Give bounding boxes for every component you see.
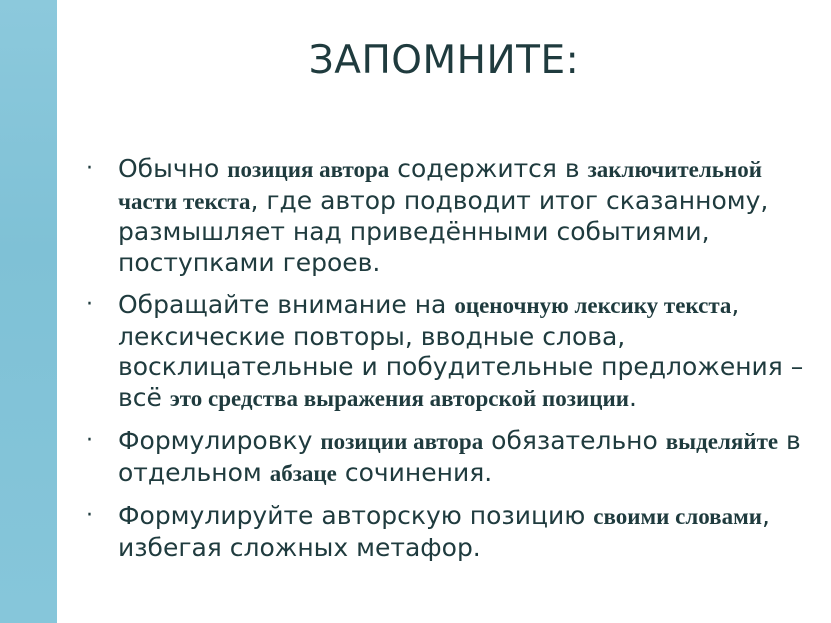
bullet-item	[83, 154, 818, 278]
bullet-emphasis: это средства выражения авторской позиции	[169, 385, 629, 411]
bullet-text-span: Обычно	[118, 154, 228, 183]
bullet-text	[118, 501, 770, 562]
bullet-text	[118, 290, 803, 412]
bullet-item	[83, 426, 818, 489]
bullet-text-span: , где автор подводит итог сказанному, размышляет над приведёнными событиями, поступками героев.	[118, 185, 769, 277]
bullet-text-span: Обращайте внимание на	[118, 290, 455, 319]
bullet-text-span: Формулировку	[118, 426, 321, 455]
bullet-marker: ·	[86, 428, 93, 453]
bullet-item	[83, 290, 818, 414]
bullet-emphasis: своими словами	[593, 504, 763, 529]
side-decorative-stripe	[0, 0, 57, 623]
bullet-text	[118, 154, 768, 277]
bullet-text-span: сочинения.	[336, 457, 493, 487]
bullet-text	[118, 426, 801, 487]
bullet-text-span: , лексические повторы, вводные слова, восклицательные и побудительные предложения – всё	[118, 290, 804, 412]
bullet-text-span: , избегая сложных метафор.	[118, 501, 770, 562]
bullet-emphasis: абзаце	[269, 460, 337, 486]
bullet-emphasis: заключительной части текста	[118, 157, 762, 214]
bullet-emphasis: позиции автора	[320, 429, 484, 454]
slide-title: ЗАПОМНИТЕ:	[308, 38, 580, 83]
bullet-text-span: в отдельном	[118, 426, 801, 487]
bullet-emphasis: оценочную лексику текста	[454, 293, 732, 318]
bullet-text-span: содержится в	[389, 154, 588, 183]
bullet-emphasis: выделяйте	[665, 429, 779, 454]
bullet-marker: ·	[86, 503, 93, 528]
bullet-text-span: Формулируйте авторскую позицию	[118, 501, 594, 530]
bullet-marker: ·	[86, 156, 93, 181]
bullet-marker: ·	[86, 292, 93, 317]
bullet-list	[83, 154, 818, 575]
bullet-emphasis: позиция автора	[227, 157, 390, 182]
bullet-text-span: обязательно	[483, 426, 666, 455]
bullet-text-span: .	[628, 382, 637, 412]
bullet-item	[83, 501, 818, 563]
